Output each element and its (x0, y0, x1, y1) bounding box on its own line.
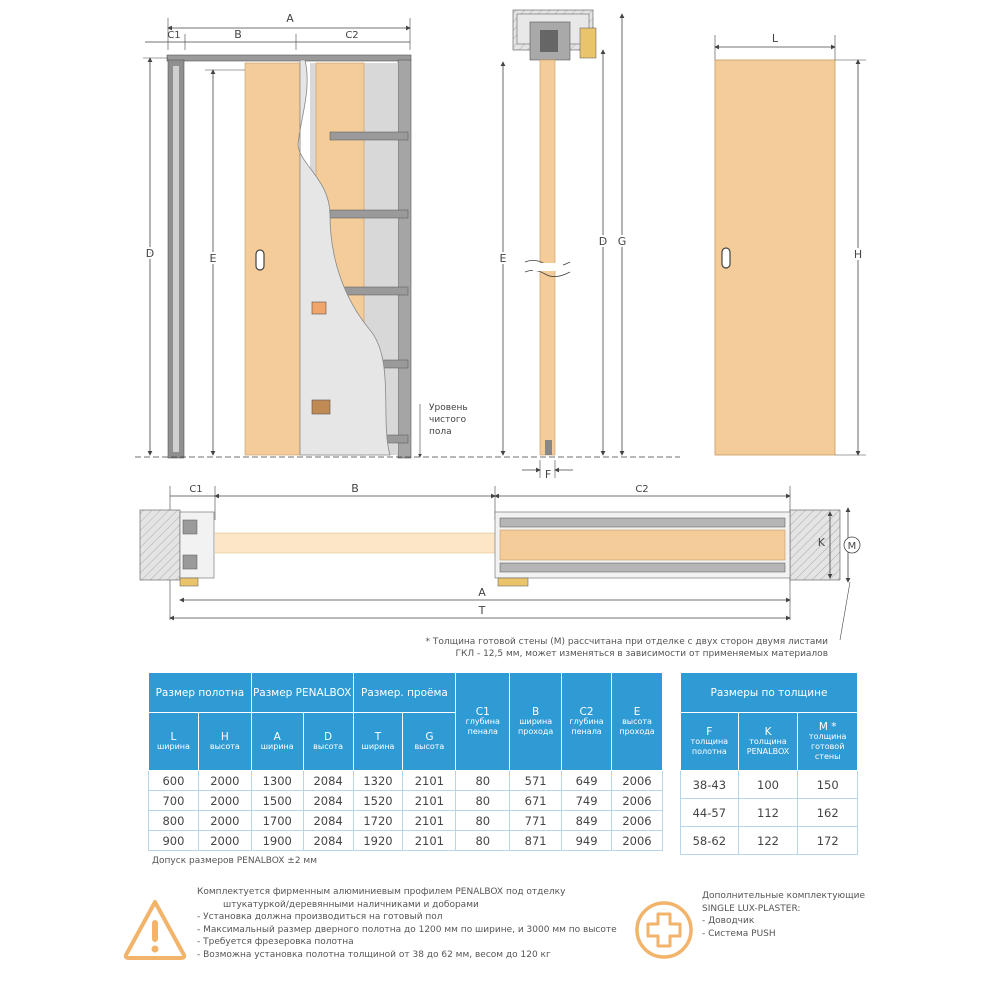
dim-b-plan-label: B (351, 482, 359, 495)
side-header-sym: C2 (579, 705, 594, 718)
sub-header-sym: T (374, 730, 382, 743)
dim-b-label: B (234, 28, 242, 41)
extra-line: - Доводчик (702, 916, 755, 926)
dim-c2-plan-label: C2 (635, 484, 649, 495)
sub-header-desc: ширина (156, 741, 190, 751)
dim-a-plan-label: A (478, 586, 486, 599)
floor-note (429, 403, 471, 437)
extra-line: Дополнительные комплектующие (702, 891, 865, 901)
thickness-title: Размеры по толщине (681, 673, 858, 713)
dim-a-label: A (286, 12, 294, 25)
table-cell: 2084 (303, 811, 353, 831)
extra-line: - Система PUSH (702, 928, 776, 939)
table-cell: 80 (456, 771, 510, 791)
dim-k-label: K (817, 536, 825, 549)
table-cell: 112 (738, 799, 798, 827)
door-panel-front (245, 63, 300, 455)
group-header: Размер PENALBOX (251, 673, 353, 713)
sub-header-sym: H (220, 730, 229, 743)
floor-note-line: чистого (429, 415, 467, 425)
table-cell: 172 (798, 827, 858, 855)
warning-line: - Максимальный размер дверного полотна до 1200 мм по ширине, и 3000 мм по высоте (197, 924, 617, 935)
sub-header-sym: F (706, 725, 713, 738)
table-cell: 2000 (198, 791, 251, 811)
warning-line: - Требуется фрезеровка полотна (197, 937, 354, 947)
group-header: Размер полотна (149, 673, 252, 713)
tolerance-note: Допуск размеров PENALBOX ±2 мм (152, 856, 317, 866)
sub-header-sym: M * (818, 720, 837, 733)
table-row (681, 771, 858, 799)
table-cell: 2000 (198, 811, 251, 831)
sub-header (251, 713, 303, 771)
table-cell: 2006 (612, 831, 663, 851)
table-row (149, 831, 663, 851)
sub-header-sym: K (764, 725, 772, 738)
side-header (612, 673, 663, 771)
warning-icon (123, 898, 187, 962)
dim-f-label: F (544, 468, 552, 481)
table-cell: 2006 (612, 771, 663, 791)
sub-header (149, 713, 199, 771)
table-cell: 80 (456, 811, 510, 831)
table-cell: 80 (456, 791, 510, 811)
side-header-desc: ширина прохода (518, 716, 554, 736)
warning-line: Комплектуется фирменным алюминиевым профилем PENALBOX под отделку (197, 887, 566, 897)
sub-header-desc: высота (209, 741, 240, 751)
table-cell: 2084 (303, 791, 353, 811)
table-cell: 2000 (198, 831, 251, 851)
sub-header (403, 713, 456, 771)
dim-t-label: T (478, 604, 486, 617)
sub-header-desc: толщина PENALBOX (746, 736, 790, 756)
table-cell: 1720 (353, 811, 403, 831)
side-header-desc: глубина пенала (465, 716, 500, 736)
table-cell: 122 (738, 827, 798, 855)
sub-header-sym: A (273, 730, 281, 743)
side-header-sym: C1 (475, 705, 490, 718)
table-cell: 949 (562, 831, 612, 851)
dim-e-side-label: E (499, 252, 507, 265)
warning-line: - Установка должна производиться на готовый пол (197, 912, 443, 922)
table-cell: 58-62 (681, 827, 739, 855)
side-section (500, 10, 627, 481)
table-cell: 600 (149, 771, 199, 791)
sub-header-desc: высота (414, 741, 445, 751)
table-cell: 80 (456, 831, 510, 851)
table-row (149, 811, 663, 831)
door-leaf-view (715, 32, 866, 455)
table-cell: 1520 (353, 791, 403, 811)
thickness-table (680, 672, 858, 855)
sub-header-sym: L (170, 730, 177, 743)
side-header (510, 673, 562, 771)
table-cell: 871 (510, 831, 562, 851)
table-cell: 700 (149, 791, 199, 811)
sub-header-desc: ширина (361, 741, 395, 751)
table-row (681, 799, 858, 827)
dim-d-label: D (145, 247, 155, 260)
extra-components (702, 890, 902, 940)
table-cell: 44-57 (681, 799, 739, 827)
sub-header-desc: толщина полотна (690, 736, 729, 756)
sub-header (198, 713, 251, 771)
table-cell: 749 (562, 791, 612, 811)
table-row (149, 791, 663, 811)
table-cell: 2006 (612, 811, 663, 831)
sub-header (798, 713, 858, 771)
table-cell: 2084 (303, 831, 353, 851)
table-cell: 849 (562, 811, 612, 831)
dim-h-label: H (853, 248, 863, 261)
table-cell: 100 (738, 771, 798, 799)
table-cell: 2101 (403, 771, 456, 791)
table-cell: 2101 (403, 811, 456, 831)
table-cell: 800 (149, 811, 199, 831)
floor-note-line: Уровень (429, 403, 468, 413)
table-cell: 649 (562, 771, 612, 791)
side-header (562, 673, 612, 771)
dim-e-label: E (209, 252, 217, 265)
door-panel-side (540, 60, 555, 455)
table-cell: 38-43 (681, 771, 739, 799)
floor-note-line: пола (429, 427, 452, 437)
table-cell: 1700 (251, 811, 303, 831)
table-cell: 1900 (251, 831, 303, 851)
sub-header (353, 713, 403, 771)
wall-thickness-note (400, 636, 828, 660)
dim-c1-plan-label: C1 (189, 484, 203, 495)
side-header-desc: глубина пенала (569, 716, 604, 736)
door-panel-plan (500, 530, 785, 560)
extra-line: SINGLE LUX-PLASTER: (702, 903, 801, 914)
dim-c2-label: C2 (345, 30, 359, 41)
wall-note-line: ГКЛ - 12,5 мм, может изменяться в зависимости от применяемых материалов (455, 649, 828, 659)
warning-notes (197, 886, 617, 961)
table-cell: 162 (798, 799, 858, 827)
side-header-desc: высота прохода (619, 716, 655, 736)
table-cell: 2000 (198, 771, 251, 791)
table-cell: 2084 (303, 771, 353, 791)
dim-m-label: M (847, 541, 857, 552)
table-cell: 571 (510, 771, 562, 791)
side-header-sym: E (633, 705, 641, 718)
door-leaf (715, 60, 835, 455)
table-cell: 2101 (403, 831, 456, 851)
sub-header (738, 713, 798, 771)
dim-g-label: G (617, 235, 627, 248)
table-cell: 1500 (251, 791, 303, 811)
sizes-table (148, 672, 663, 851)
table-cell: 1320 (353, 771, 403, 791)
table-cell: 2101 (403, 791, 456, 811)
dim-d-side-label: D (598, 235, 608, 248)
side-header-sym: B (532, 705, 540, 718)
sub-header-desc: толщина готовой стены (808, 731, 847, 761)
table-cell: 771 (510, 811, 562, 831)
wall-note-line: * Толщина готовой стены (M) рассчитана при отделке с двух сторон двумя листами (425, 637, 828, 647)
sub-header-desc: высота (313, 741, 344, 751)
table-cell: 1300 (251, 771, 303, 791)
table-cell: 900 (149, 831, 199, 851)
sub-header (681, 713, 739, 771)
dim-l-label: L (771, 32, 779, 45)
table-row (681, 827, 858, 855)
sub-header-sym: G (425, 730, 434, 743)
table-cell: 150 (798, 771, 858, 799)
sub-header-desc: ширина (260, 741, 294, 751)
dim-c1-label: C1 (167, 30, 181, 41)
sub-header (303, 713, 353, 771)
table-cell: 671 (510, 791, 562, 811)
group-header: Размер. проёма (353, 673, 456, 713)
table-cell: 1920 (353, 831, 403, 851)
warning-line: - Возможна установка полотна толщиной от 38 до 62 мм, весом до 120 кг (197, 949, 551, 960)
plan-section (140, 482, 860, 640)
table-cell: 2006 (612, 791, 663, 811)
side-header (456, 673, 510, 771)
sub-header-sym: D (324, 730, 333, 743)
warning-line: штукатуркой/деревянными наличниками и доборами (223, 899, 479, 910)
plus-icon (634, 900, 694, 960)
table-row (149, 771, 663, 791)
